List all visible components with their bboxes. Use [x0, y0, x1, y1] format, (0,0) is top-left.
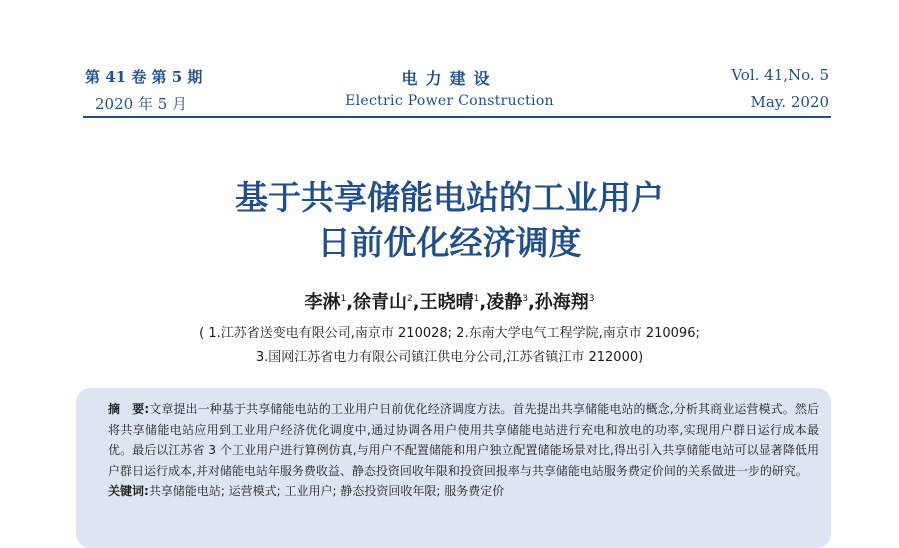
paper-title — [0, 175, 899, 265]
author-name: 孙海翔 — [534, 292, 589, 313]
header-rule — [83, 116, 831, 118]
abstract-text: 文章提出一种基于共享储能电站的工业用户日前优化经济调度方法。首先提出共享储能电站的概念,分析其商业运营模式。然后将共享储能电站应用到工业用户经济优化调度中,通过协调各用户使用共享储能电站进行充电和放电的功率,实现用户群日运行成本最优。最后以江苏省 3 个工业用户进行算例仿真,与用户不配置储能和用户独立配置储能场景对比,得出引入共享储能电站可以显著降低用户群日运行成本,并对储能电站年服务费收益、静态投资回收年限和投资回报率与共享储能电站服务费定价间的关系做进一步的研究。 — [108, 402, 819, 478]
title-line-1: 基于共享储能电站的工业用户 — [235, 178, 664, 217]
affiliation-line-1: ( 1.江苏省送变电有限公司,南京市 210028; 2.东南大学电气工程学院,南京市 210096; — [199, 326, 700, 341]
author-name: 凌静 — [486, 292, 523, 313]
author-list: 李淋$^1$,徐青山$^2$,王晓晴$^1$,凌静$^3$,孙海翔$^3$ — [304, 292, 595, 313]
author-name: 徐青山 — [353, 292, 408, 313]
affiliations — [0, 322, 899, 370]
abstract-label: 摘 要: — [108, 402, 150, 416]
keywords-label: 关键词: — [108, 484, 149, 498]
date-en: May. 2020 — [750, 93, 829, 111]
keywords-paragraph — [108, 481, 819, 502]
date-cn: 2020 年 5 月 — [95, 95, 188, 113]
author-affiliation-mark: 3 — [522, 294, 528, 304]
author-name: 李淋 — [304, 292, 341, 313]
volume-issue-en: Vol. 41,No. 5 — [731, 66, 829, 84]
author-affiliation-mark: 2 — [407, 294, 413, 304]
title-line-2: 日前优化经济调度 — [317, 223, 582, 262]
author-name: 王晓晴 — [419, 292, 474, 313]
abstract-paragraph — [108, 399, 819, 481]
journal-name-en: Electric Power Construction — [345, 93, 554, 109]
affiliation-line-2: 3.国网江苏省电力有限公司镇江供电分公司,江苏省镇江市 212000) — [255, 350, 644, 365]
keywords-text: 共享储能电站; 运营模式; 工业用户; 静态投资回收年限; 服务费定价 — [148, 484, 505, 498]
journal-header — [0, 0, 899, 120]
author-affiliation-mark: 1 — [473, 294, 480, 304]
author-affiliation-mark: 3 — [588, 294, 595, 304]
abstract-section — [108, 399, 819, 502]
journal-name-cn: 电力建设 — [401, 69, 498, 88]
author-affiliation-mark: 1 — [340, 294, 347, 304]
volume-issue-cn: 第 41 卷 第 5 期 — [85, 68, 203, 86]
